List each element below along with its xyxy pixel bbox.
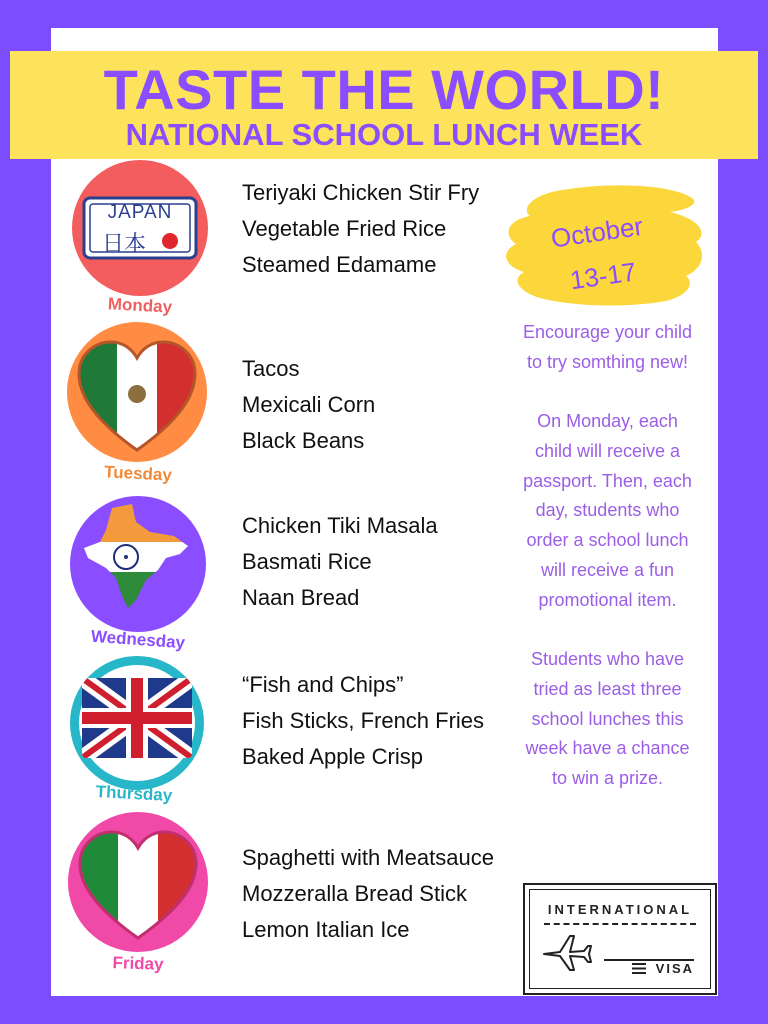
day-label-monday: Monday	[107, 294, 173, 317]
menu-item: Baked Apple Crisp	[242, 744, 423, 769]
menu-item: Steamed Edamame	[242, 252, 437, 277]
info-line: Encourage your child	[522, 322, 693, 342]
menu-wednesday	[242, 508, 438, 616]
menu-item: “Fish and Chips”	[242, 672, 404, 697]
menu-item: Vegetable Fried Rice	[242, 216, 447, 241]
info-line: On Monday, each	[537, 411, 678, 431]
menu-item: Spaghetti with Meatsauce	[242, 845, 494, 870]
info-line: tried as least three	[533, 678, 682, 699]
menu-friday	[242, 840, 494, 948]
menu-item: Tacos	[242, 356, 300, 381]
info-paragraph-2	[505, 407, 710, 616]
india-map-icon	[70, 496, 206, 632]
menu-item: Basmati Rice	[242, 549, 372, 574]
info-line: passport. Then, each	[523, 470, 692, 491]
visa-dashed-line	[544, 923, 696, 925]
day-label-thursday: Thursday	[95, 782, 173, 805]
info-line: school lunches this	[531, 708, 684, 729]
day-label-friday: Friday	[112, 953, 164, 974]
airplane-icon	[540, 932, 592, 972]
date-month: October	[549, 210, 645, 254]
menu-item: Fish Sticks, French Fries	[242, 708, 485, 733]
visa-title: INTERNATIONAL	[547, 902, 693, 917]
visa-stamp	[523, 883, 717, 995]
uk-flag-icon	[70, 656, 204, 790]
poster-subtitle: NATIONAL SCHOOL LUNCH WEEK	[125, 117, 643, 152]
day-label-tuesday: Tuesday	[103, 462, 173, 485]
info-line: child will receive a	[534, 440, 681, 461]
menu-item: Teriyaki Chicken Stir Fry	[242, 180, 480, 205]
info-line: day, students who	[535, 500, 680, 521]
japan-label: JAPAN	[107, 202, 173, 223]
mexico-heart-icon	[67, 322, 207, 462]
info-line: to try somthing new!	[526, 351, 689, 372]
title-banner	[10, 51, 758, 159]
info-line: promotional item.	[538, 589, 677, 610]
info-line: will receive a fun	[540, 559, 675, 580]
info-line: order a school lunch	[526, 530, 689, 551]
day-label-wednesday: Wednesday	[90, 626, 186, 653]
japan-badge	[72, 160, 208, 296]
menu-monday	[242, 175, 479, 283]
lines-icon	[632, 963, 646, 974]
uk-badge	[70, 656, 204, 790]
italy-heart-icon	[68, 812, 208, 952]
menu-item: Black Beans	[242, 428, 365, 453]
japan-kanji: 日本	[102, 232, 147, 257]
visa-stamp-border	[529, 889, 711, 989]
menu-item: Naan Bread	[242, 585, 360, 610]
menu-tuesday	[242, 351, 375, 459]
india-badge	[70, 496, 206, 632]
info-line: Students who have	[530, 649, 685, 669]
info-paragraph-3	[505, 645, 710, 794]
mexico-badge	[67, 322, 207, 462]
italy-badge	[68, 812, 208, 952]
visa-word: VISA	[655, 961, 694, 976]
menu-item: Mexicali Corn	[242, 392, 376, 417]
menu-item: Lemon Italian Ice	[242, 917, 410, 942]
info-line: week have a chance	[525, 738, 690, 759]
menu-thursday	[242, 667, 484, 775]
info-paragraph-1	[505, 318, 710, 378]
menu-item: Mozzeralla Bread Stick	[242, 881, 467, 906]
poster-title: TASTE THE WORLD!	[103, 58, 665, 121]
date-days: 13-17	[568, 256, 639, 296]
menu-item: Chicken Tiki Masala	[242, 513, 438, 538]
info-line: to win a prize.	[551, 768, 664, 789]
